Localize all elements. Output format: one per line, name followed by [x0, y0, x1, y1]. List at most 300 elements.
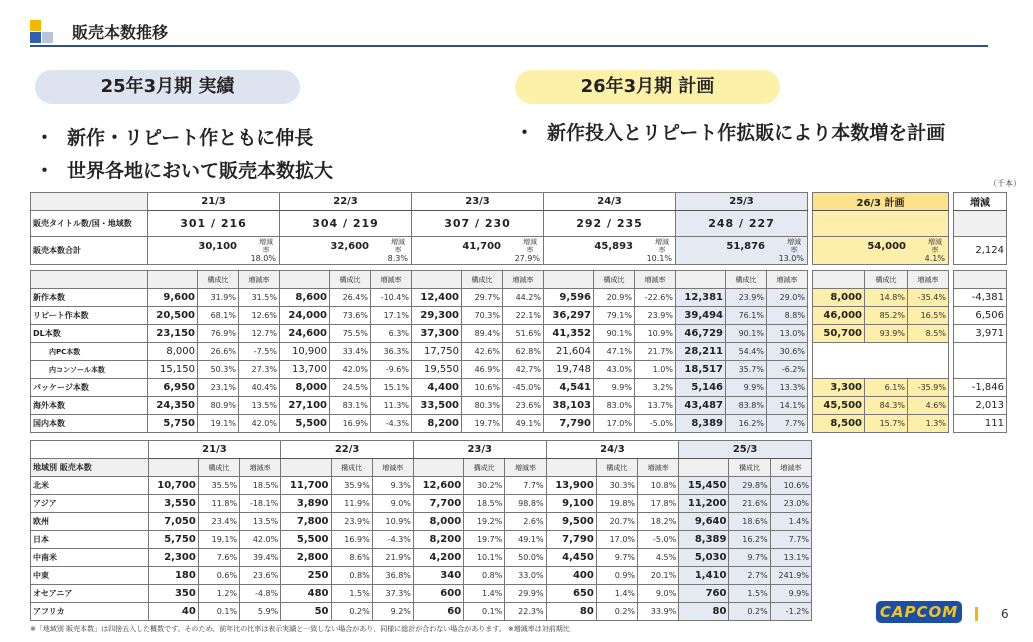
titles-row	[31, 211, 1007, 237]
rate-cell: 44.2%	[503, 289, 544, 307]
sub-header-share: 構成比	[462, 271, 503, 289]
share-cell: 16.9%	[330, 415, 371, 433]
value-cell: 40	[148, 603, 198, 621]
total-row	[31, 237, 1007, 265]
value-cell: 8,000	[413, 513, 463, 531]
sub-blank	[280, 271, 330, 289]
sub-blank	[954, 271, 1007, 289]
share-cell: 7.6%	[198, 549, 239, 567]
table-row	[31, 361, 1007, 379]
value-cell: 8,600	[280, 289, 330, 307]
sub-header-share: 構成比	[330, 271, 371, 289]
value-cell: 480	[281, 585, 331, 603]
rate-cell: 21.7%	[635, 343, 676, 361]
rate-cell: 6.3%	[371, 325, 412, 343]
share-cell: 19.1%	[198, 415, 239, 433]
rate-cell: -5.0%	[635, 415, 676, 433]
rate-cell: 49.1%	[505, 531, 546, 549]
rate-cell: 13.5%	[239, 397, 280, 415]
row-label: 欧州	[31, 513, 149, 531]
rate-cell: 36.3%	[371, 343, 412, 361]
row-label: パッケージ本数	[31, 379, 148, 397]
share-cell: 21.6%	[729, 495, 770, 513]
row-label: 日本	[31, 531, 149, 549]
rate-cell: 13.5%	[240, 513, 281, 531]
row-label: アジア	[31, 495, 149, 513]
rate-cell: 10.9%	[635, 325, 676, 343]
sub-blank	[148, 459, 198, 477]
rate-cell: -9.6%	[371, 361, 412, 379]
fy25-pill: 25年3月期 実績	[35, 70, 300, 104]
rate-cell: -45.0%	[503, 379, 544, 397]
rate-cell: 37.3%	[372, 585, 413, 603]
value-cell: 41,352	[544, 325, 594, 343]
share-cell: 83.1%	[330, 397, 371, 415]
value-cell: 80	[679, 603, 729, 621]
rate-cell: -4.3%	[371, 415, 412, 433]
plan-empty	[813, 343, 949, 361]
right-bullet-1: ・ 新作投入とリピート作拡販により本数増を計画	[515, 122, 946, 144]
rate-cell: 17.1%	[371, 307, 412, 325]
titles-value: 304 / 219	[280, 211, 412, 237]
total-rate: 4.1%	[924, 254, 945, 263]
change-header: 増減	[954, 193, 1007, 211]
share-cell: 9.9%	[726, 379, 767, 397]
titles-value: 307 / 230	[412, 211, 544, 237]
rate-cell: 9.9%	[770, 585, 811, 603]
subheader-row	[31, 459, 812, 477]
share-cell: 70.3%	[462, 307, 503, 325]
plan-header: 26/3 計画	[813, 193, 949, 211]
value-cell: 23,150	[148, 325, 198, 343]
value-cell: 20,500	[148, 307, 198, 325]
total-rate: 27.9%	[514, 254, 540, 263]
share-cell: 23.1%	[198, 379, 239, 397]
sub-header-share: 構成比	[464, 459, 505, 477]
sub-header-rate: 増減率	[767, 271, 808, 289]
plan-rate: 4.6%	[908, 397, 949, 415]
share-cell: 23.9%	[331, 513, 372, 531]
share-cell: 79.1%	[594, 307, 635, 325]
rate-caption: 増減 率	[523, 238, 537, 254]
share-cell: 0.2%	[596, 603, 637, 621]
rate-cell: 20.1%	[638, 567, 679, 585]
sub-header-rate: 増減率	[371, 271, 412, 289]
year-header: 24/3	[546, 441, 679, 459]
plan-share: 15.7%	[865, 415, 908, 433]
rate-caption: 増減 率	[787, 238, 801, 254]
value-cell: 60	[413, 603, 463, 621]
rate-cell: 62.8%	[503, 343, 544, 361]
sub-blank	[813, 271, 865, 289]
share-cell: 0.1%	[464, 603, 505, 621]
share-cell: 10.1%	[464, 549, 505, 567]
left-bullet-2: ・ 世界各地において販売本数拡大	[35, 160, 334, 182]
rate-cell: 18.5%	[240, 477, 281, 495]
total-cell	[676, 237, 808, 265]
row-label: 新作本数	[31, 289, 148, 307]
rate-cell: 21.9%	[372, 549, 413, 567]
share-cell: 0.2%	[729, 603, 770, 621]
sub-header-share: 構成比	[865, 271, 908, 289]
value-cell: 39,494	[676, 307, 726, 325]
table-row	[31, 397, 1007, 415]
value-cell: 15,450	[679, 477, 729, 495]
value-cell: 50	[281, 603, 331, 621]
table-row	[31, 289, 1007, 307]
share-cell: 76.1%	[726, 307, 767, 325]
plan-rate: 16.5%	[908, 307, 949, 325]
rate-caption: 増減 率	[259, 238, 273, 254]
rate-cell: -4.3%	[372, 531, 413, 549]
share-cell: 29.8%	[729, 477, 770, 495]
rate-cell: 98.8%	[505, 495, 546, 513]
share-cell: 23.9%	[726, 289, 767, 307]
share-cell: 42.6%	[462, 343, 503, 361]
share-cell: 9.9%	[594, 379, 635, 397]
rate-cell: 2.6%	[505, 513, 546, 531]
value-cell: 350	[148, 585, 198, 603]
rate-cell: 42.7%	[503, 361, 544, 379]
rate-cell: 5.9%	[240, 603, 281, 621]
value-cell: 6,950	[148, 379, 198, 397]
share-cell: 83.8%	[726, 397, 767, 415]
year-header: 21/3	[148, 441, 281, 459]
logo-bar	[975, 607, 978, 621]
table-row	[31, 343, 1007, 361]
value-cell: 15,150	[148, 361, 198, 379]
value-cell: 7,800	[281, 513, 331, 531]
sub-header-rate: 増減率	[770, 459, 811, 477]
change-value: -1,846	[954, 379, 1007, 397]
rate-cell: 10.6%	[770, 477, 811, 495]
value-cell: 8,200	[412, 415, 462, 433]
total-rate: 13.0%	[778, 254, 804, 263]
sub-blank	[676, 271, 726, 289]
value-cell: 1,410	[679, 567, 729, 585]
plan-rate: -35.9%	[908, 379, 949, 397]
value-cell: 5,500	[281, 531, 331, 549]
share-cell: 2.7%	[729, 567, 770, 585]
sub-header-rate: 増減率	[635, 271, 676, 289]
rate-cell: 9.0%	[372, 495, 413, 513]
value-cell: 12,600	[413, 477, 463, 495]
value-cell: 33,500	[412, 397, 462, 415]
row-label: リピート作本数	[31, 307, 148, 325]
share-cell: 26.6%	[198, 343, 239, 361]
total-value: 51,876	[726, 241, 765, 252]
share-cell: 0.8%	[331, 567, 372, 585]
value-cell: 8,200	[413, 531, 463, 549]
region-row	[31, 513, 812, 531]
region-row	[31, 531, 812, 549]
page-title: 販売本数推移	[72, 23, 169, 42]
share-cell: 19.7%	[464, 531, 505, 549]
rate-cell: 8.8%	[767, 307, 808, 325]
value-cell: 9,500	[546, 513, 596, 531]
value-cell: 9,600	[148, 289, 198, 307]
row-label: 内コンソール本数	[31, 361, 148, 379]
value-cell: 400	[546, 567, 596, 585]
value-cell: 250	[281, 567, 331, 585]
total-value: 54,000	[867, 241, 906, 252]
value-cell: 3,550	[148, 495, 198, 513]
value-cell: 9,640	[679, 513, 729, 531]
plan-share: 85.2%	[865, 307, 908, 325]
rate-cell: 7.7%	[505, 477, 546, 495]
rate-cell: -1.2%	[770, 603, 811, 621]
value-cell: 24,350	[148, 397, 198, 415]
plan-value: 45,500	[813, 397, 865, 415]
row-label: 中南米	[31, 549, 149, 567]
value-cell: 17,750	[412, 343, 462, 361]
share-cell: 18.5%	[464, 495, 505, 513]
share-cell: 16.2%	[729, 531, 770, 549]
rate-cell: -7.5%	[239, 343, 280, 361]
share-cell: 80.3%	[462, 397, 503, 415]
share-cell: 11.8%	[198, 495, 239, 513]
share-cell: 90.1%	[726, 325, 767, 343]
year-header: 22/3	[280, 193, 412, 211]
sub-header-rate: 増減率	[503, 271, 544, 289]
change-value: 6,506	[954, 307, 1007, 325]
rate-cell: 1.4%	[770, 513, 811, 531]
value-cell: 37,300	[412, 325, 462, 343]
logo-square-yellow	[30, 20, 41, 31]
value-cell: 38,103	[544, 397, 594, 415]
share-cell: 75.5%	[330, 325, 371, 343]
value-cell: 46,729	[676, 325, 726, 343]
sub-header-share: 構成比	[594, 271, 635, 289]
region-row	[31, 477, 812, 495]
value-cell: 43,487	[676, 397, 726, 415]
year-header: 25/3	[676, 193, 808, 211]
sub-header-share: 構成比	[726, 271, 767, 289]
rate-cell: 9.3%	[372, 477, 413, 495]
value-cell: 24,000	[280, 307, 330, 325]
rate-cell: 9.0%	[638, 585, 679, 603]
plan-share: 6.1%	[865, 379, 908, 397]
subheader-row	[31, 271, 1007, 289]
year-header-row	[31, 193, 1007, 211]
corner-cell	[31, 193, 148, 211]
share-cell: 1.2%	[198, 585, 239, 603]
rate-cell: 27.3%	[239, 361, 280, 379]
rate-cell: 17.8%	[638, 495, 679, 513]
table-row	[31, 325, 1007, 343]
total-rate: 18.0%	[250, 254, 276, 263]
titles-value: 301 / 216	[148, 211, 280, 237]
row-label: 中東	[31, 567, 149, 585]
row-label: オセアニア	[31, 585, 149, 603]
value-cell: 4,541	[544, 379, 594, 397]
sub-blank	[413, 459, 463, 477]
total-cell	[544, 237, 676, 265]
rate-cell: -4.8%	[240, 585, 281, 603]
value-cell: 180	[148, 567, 198, 585]
logo-square-blue	[30, 32, 41, 43]
value-cell: 760	[679, 585, 729, 603]
row-label: DL本数	[31, 325, 148, 343]
plan-value: 46,000	[813, 307, 865, 325]
sub-blank	[679, 459, 729, 477]
share-cell: 47.1%	[594, 343, 635, 361]
share-cell: 0.1%	[198, 603, 239, 621]
rate-caption: 増減 率	[655, 238, 669, 254]
change-total: 2,124	[954, 237, 1007, 265]
region-row	[31, 567, 812, 585]
share-cell: 30.3%	[596, 477, 637, 495]
rate-cell: 13.0%	[767, 325, 808, 343]
share-cell: 90.1%	[594, 325, 635, 343]
value-cell: 7,050	[148, 513, 198, 531]
value-cell: 18,517	[676, 361, 726, 379]
plan-rate: 1.3%	[908, 415, 949, 433]
sub-header-share: 構成比	[198, 459, 239, 477]
rate-cell: 42.0%	[239, 415, 280, 433]
value-cell: 12,400	[412, 289, 462, 307]
rate-cell: 18.2%	[638, 513, 679, 531]
share-cell: 10.6%	[462, 379, 503, 397]
corner-cell	[31, 441, 149, 459]
row-label: アフリカ	[31, 603, 149, 621]
value-cell: 5,146	[676, 379, 726, 397]
plan-empty	[813, 361, 949, 379]
rate-cell: 11.3%	[371, 397, 412, 415]
share-cell: 24.5%	[330, 379, 371, 397]
value-cell: 11,200	[679, 495, 729, 513]
total-cell	[412, 237, 544, 265]
sub-header-share: 構成比	[198, 271, 239, 289]
share-cell: 83.0%	[594, 397, 635, 415]
value-cell: 10,900	[280, 343, 330, 361]
rate-cell: 13.1%	[770, 549, 811, 567]
change-value: 2,013	[954, 397, 1007, 415]
footnote: ※「地域別 販売本数」は四捨五入した概数です。そのため、前年比の比率は表示実績と一致しない場合があり、同様に総計が合わない場合があります。 ※増減率は対前期比	[30, 625, 570, 633]
share-cell: 19.2%	[464, 513, 505, 531]
share-cell: 35.7%	[726, 361, 767, 379]
share-cell: 42.0%	[330, 361, 371, 379]
rate-cell: 31.5%	[239, 289, 280, 307]
share-cell: 80.9%	[198, 397, 239, 415]
share-cell: 0.2%	[331, 603, 372, 621]
value-cell: 19,550	[412, 361, 462, 379]
rate-cell: 10.9%	[372, 513, 413, 531]
value-cell: 19,748	[544, 361, 594, 379]
value-cell: 7,790	[546, 531, 596, 549]
plan-share: 84.3%	[865, 397, 908, 415]
rate-cell: 51.6%	[503, 325, 544, 343]
year-header: 25/3	[679, 441, 812, 459]
value-cell: 5,030	[679, 549, 729, 567]
region-table	[30, 440, 812, 621]
change-value: 3,971	[954, 325, 1007, 343]
change-value	[954, 343, 1007, 361]
rate-cell: 7.7%	[770, 531, 811, 549]
rate-cell: 4.5%	[638, 549, 679, 567]
rate-cell: 23.0%	[770, 495, 811, 513]
share-cell: 76.9%	[198, 325, 239, 343]
share-cell: 46.9%	[462, 361, 503, 379]
total-rate: 10.1%	[646, 254, 672, 263]
rate-cell: -5.0%	[638, 531, 679, 549]
value-cell: 28,211	[676, 343, 726, 361]
sub-header-rate: 増減率	[505, 459, 546, 477]
share-cell: 0.8%	[464, 567, 505, 585]
share-cell: 16.2%	[726, 415, 767, 433]
rate-cell: -18.1%	[240, 495, 281, 513]
value-cell: 600	[413, 585, 463, 603]
rate-cell: 40.4%	[239, 379, 280, 397]
year-header: 21/3	[148, 193, 280, 211]
sub-blank	[544, 271, 594, 289]
total-cell	[813, 237, 949, 265]
value-cell: 8,389	[676, 415, 726, 433]
rate-cell: 12.6%	[239, 307, 280, 325]
rate-cell: 13.7%	[635, 397, 676, 415]
rate-cell: 10.8%	[638, 477, 679, 495]
share-cell: 1.5%	[729, 585, 770, 603]
value-cell: 2,300	[148, 549, 198, 567]
value-cell: 4,450	[546, 549, 596, 567]
rate-cell: 29.0%	[767, 289, 808, 307]
rate-cell: -10.4%	[371, 289, 412, 307]
titles-label: 販売タイトル数/国・地域数	[31, 211, 148, 237]
share-cell: 19.7%	[462, 415, 503, 433]
year-header-row	[31, 441, 812, 459]
value-cell: 10,700	[148, 477, 198, 495]
total-label: 販売本数合計	[31, 237, 148, 265]
sub-blank	[148, 271, 198, 289]
share-cell: 73.6%	[330, 307, 371, 325]
change-titles-blank	[954, 211, 1007, 237]
total-value: 41,700	[462, 241, 501, 252]
sub-header-share: 構成比	[729, 459, 770, 477]
sub-header-share: 構成比	[596, 459, 637, 477]
value-cell: 8,000	[280, 379, 330, 397]
rate-cell: 39.4%	[240, 549, 281, 567]
rate-cell: 30.6%	[767, 343, 808, 361]
share-cell: 16.9%	[331, 531, 372, 549]
corner-cell	[31, 271, 148, 289]
logo-square-gray	[42, 32, 53, 43]
sub-header-share: 構成比	[331, 459, 372, 477]
capcom-logo: CAPCOM	[876, 601, 962, 623]
share-cell: 9.7%	[729, 549, 770, 567]
table-row	[31, 415, 1007, 433]
share-cell: 31.9%	[198, 289, 239, 307]
rate-cell: 42.0%	[240, 531, 281, 549]
value-cell: 5,750	[148, 531, 198, 549]
year-header: 22/3	[281, 441, 414, 459]
row-label: 内PC本数	[31, 343, 148, 361]
sub-blank	[412, 271, 462, 289]
value-cell: 11,700	[281, 477, 331, 495]
page-number: 6	[1001, 607, 1009, 621]
rate-caption: 増減 率	[928, 238, 942, 254]
titles-value: 292 / 235	[544, 211, 676, 237]
plan-rate: 8.5%	[908, 325, 949, 343]
sales-table	[30, 192, 1007, 433]
value-cell: 12,381	[676, 289, 726, 307]
share-cell: 8.6%	[331, 549, 372, 567]
value-cell: 36,297	[544, 307, 594, 325]
value-cell: 9,100	[546, 495, 596, 513]
share-cell: 23.4%	[198, 513, 239, 531]
rate-cell: 29.9%	[505, 585, 546, 603]
share-cell: 1.4%	[596, 585, 637, 603]
share-cell: 26.4%	[330, 289, 371, 307]
